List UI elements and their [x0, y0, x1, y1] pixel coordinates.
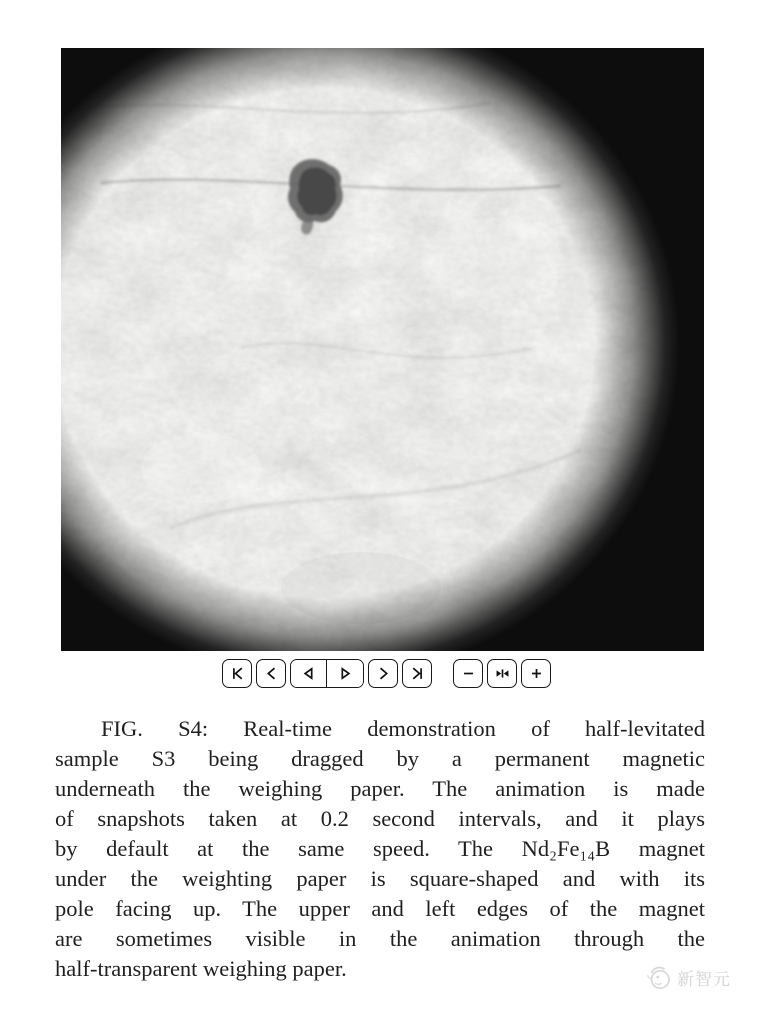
step-backward-button[interactable]: [256, 659, 286, 688]
caption-line: under the weighting paper is square-shaped and with its: [55, 866, 705, 891]
skip-to-last-icon: [409, 665, 426, 682]
minus-icon: [460, 665, 477, 682]
caption-line: pole facing up. The upper and left edges of the magnet: [55, 896, 705, 921]
chevron-right-icon: [375, 665, 392, 682]
default-speed-button[interactable]: [487, 659, 517, 688]
skip-to-first-icon: [229, 665, 246, 682]
controls-spacer: [436, 659, 449, 688]
faster-button[interactable]: [521, 659, 551, 688]
first-frame-button[interactable]: [222, 659, 252, 688]
watermark: [644, 962, 731, 992]
play-forward-button[interactable]: [327, 660, 363, 687]
caption-line: half-transparent weighing paper.: [55, 956, 347, 981]
triangle-right-icon: [337, 665, 354, 682]
microscope-image: [61, 48, 704, 651]
figure-caption: [55, 714, 705, 984]
caption-line: are sometimes visible in the animation through the: [55, 926, 705, 951]
triangle-left-icon: [300, 665, 317, 682]
chevron-left-icon: [263, 665, 280, 682]
play-backward-button[interactable]: [291, 660, 327, 687]
figure-animation-frame: [61, 48, 704, 651]
caption-line: FIG. S4: Real-time demonstration of half-levitated: [101, 716, 705, 741]
play-buttons-group: [290, 659, 364, 688]
step-forward-button[interactable]: [368, 659, 398, 688]
xinzhiyuan-logo-icon: [644, 962, 674, 992]
slower-button[interactable]: [453, 659, 483, 688]
caption-line: sample S3 being dragged by a permanent magnetic: [55, 746, 705, 771]
last-frame-button[interactable]: [402, 659, 432, 688]
animation-controls: [222, 659, 551, 688]
arrows-to-center-icon: [494, 665, 511, 682]
caption-line: of snapshots taken at 0.2 second intervals, and it plays: [55, 806, 705, 831]
caption-line: by default at the same speed. The Nd₂Fe₁₄B magnet: [55, 836, 705, 861]
plus-icon: [528, 665, 545, 682]
caption-line: underneath the weighing paper. The animation is made: [55, 776, 705, 801]
watermark-text: 新智元: [677, 969, 731, 989]
